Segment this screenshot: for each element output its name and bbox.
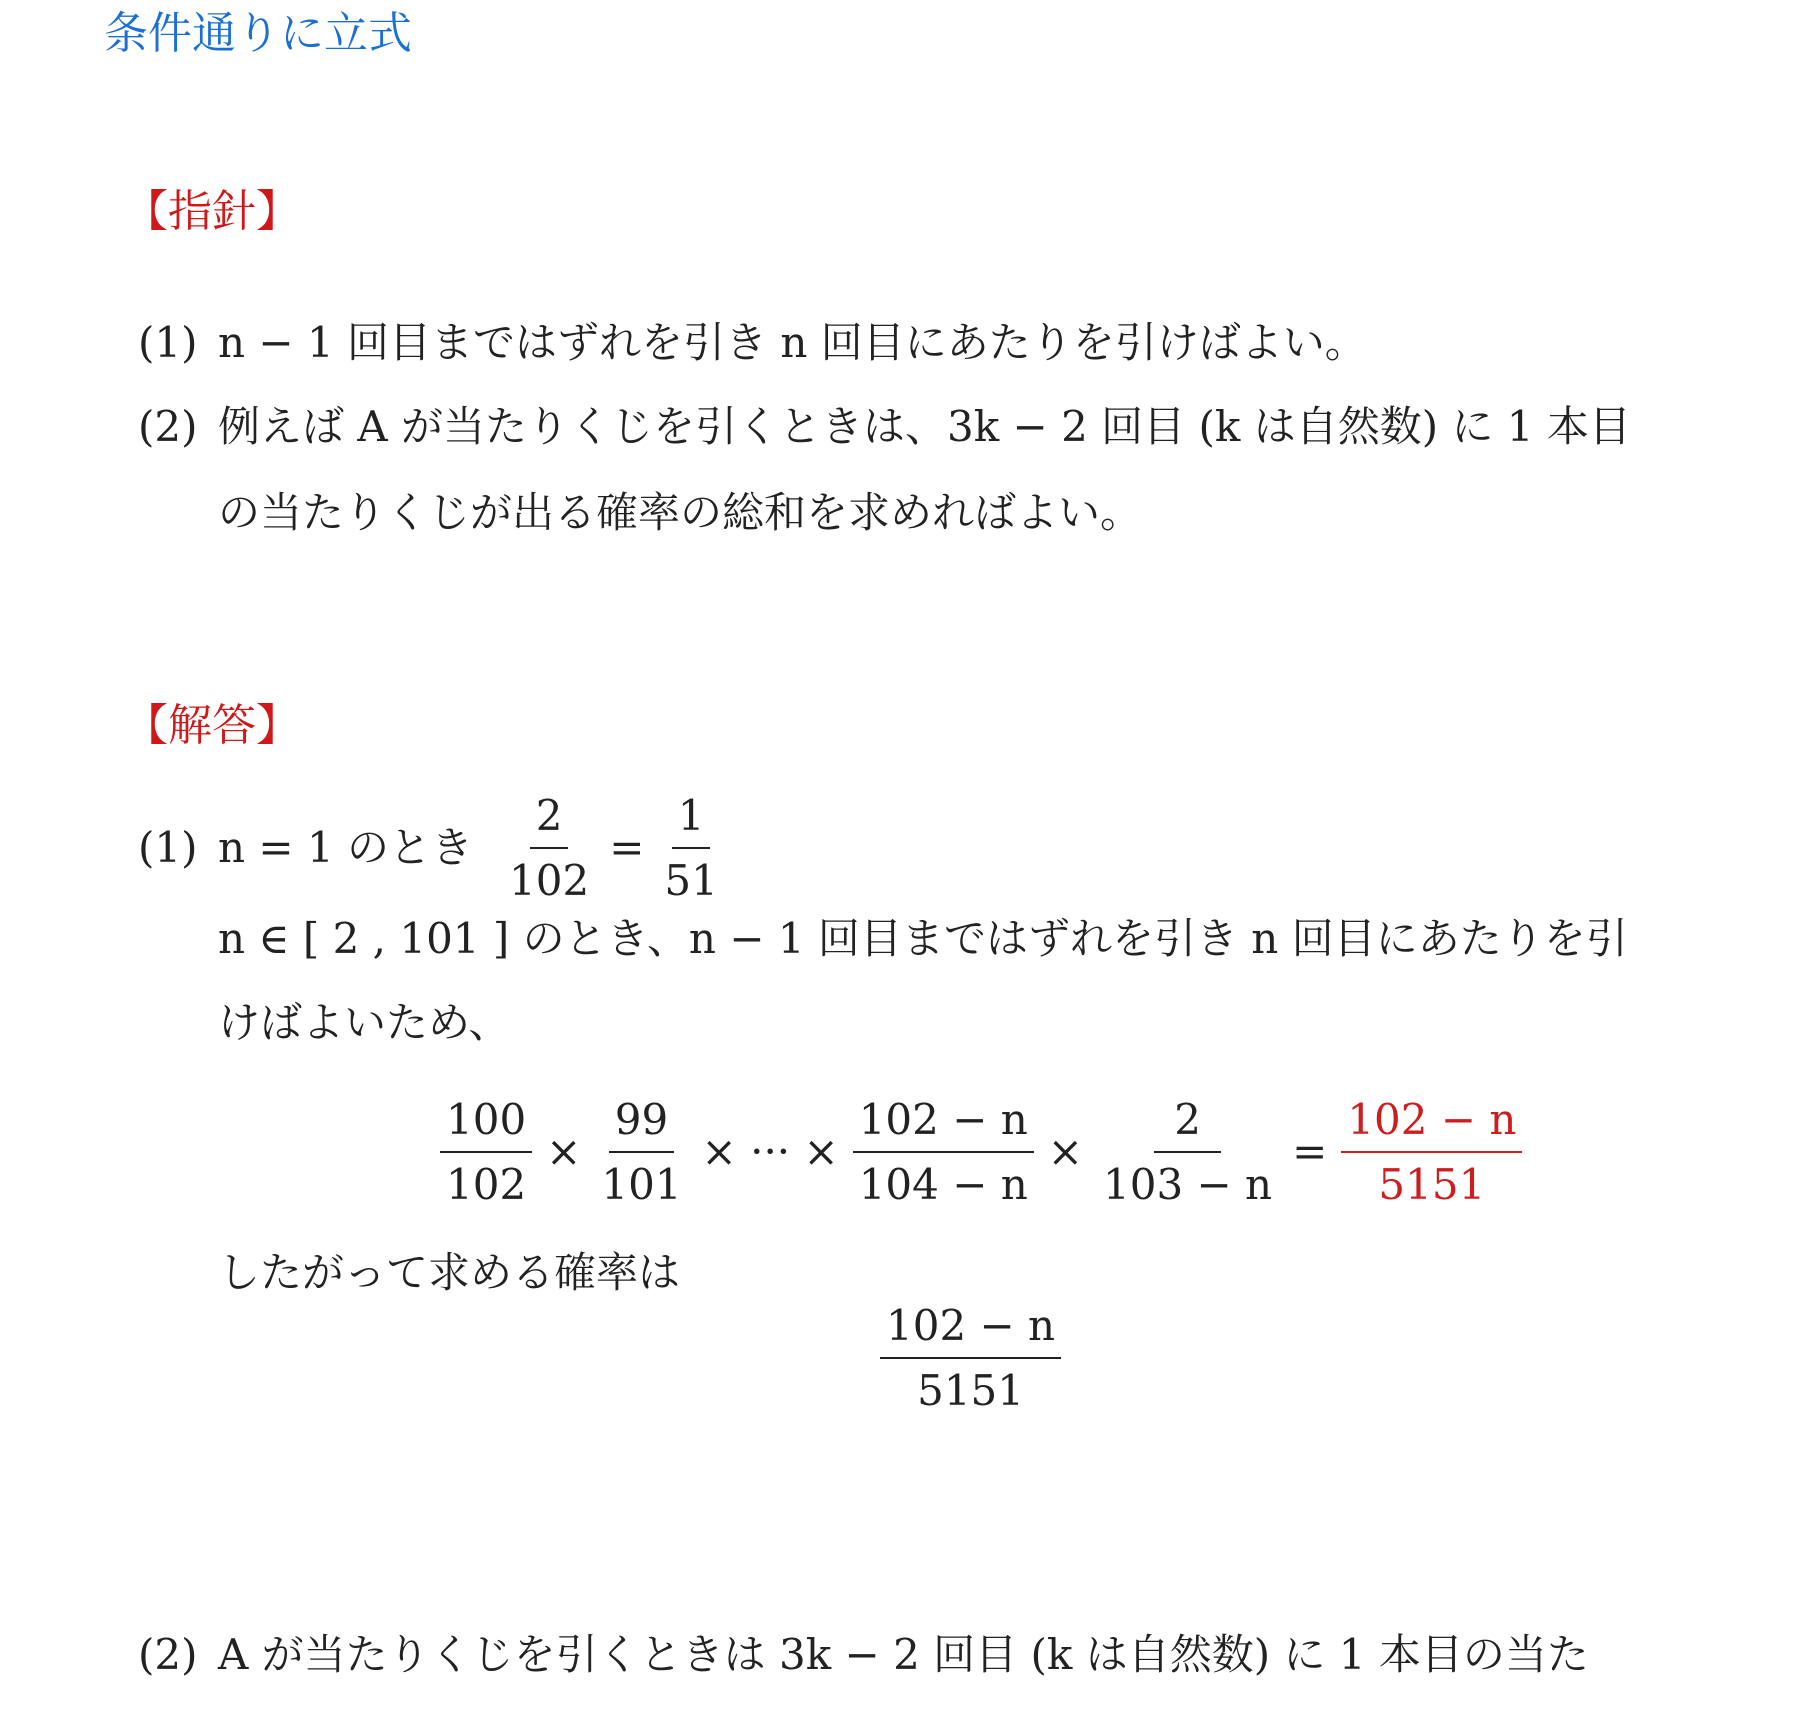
item-number: (1)	[138, 318, 198, 367]
product-equation	[440, 1094, 1522, 1211]
hint-item-2	[138, 402, 1631, 452]
final-answer	[880, 1300, 1061, 1417]
fraction-term-2	[595, 1094, 687, 1211]
denominator: 104 − n	[858, 1159, 1028, 1209]
hint-heading: 【指針】	[124, 186, 300, 237]
equals-sign: =	[609, 823, 645, 873]
item-text: n − 1 回目まではずれを引き n 回目にあたりを引けばよい。	[218, 318, 1367, 367]
item-number: (2)	[138, 1630, 198, 1679]
numerator: 2	[530, 790, 569, 849]
fraction-result-highlighted	[1341, 1094, 1522, 1211]
answer-1-first-line	[138, 790, 724, 907]
answer-1-line-3: けばよいため、	[218, 998, 511, 1047]
answer-heading: 【解答】	[124, 700, 300, 751]
equals-sign: =	[1292, 1127, 1328, 1177]
item-text: A が当たりくじを引くときは 3k − 2 回目 (k は自然数) に 1 本目の当た	[218, 1630, 1589, 1679]
times-sign: ×	[546, 1127, 582, 1177]
fraction-case-n1	[503, 790, 595, 907]
denominator: 101	[601, 1159, 682, 1209]
page-title: 条件通りに立式	[104, 8, 412, 59]
numerator: 102 − n	[1341, 1094, 1522, 1153]
numerator: 1	[672, 790, 711, 849]
item-number: (1)	[138, 823, 198, 873]
numerator: 102 − n	[853, 1094, 1034, 1153]
answer-1-line-2: n ∈ [ 2 , 101 ] のとき、n − 1 回目まではずれを引き n 回目にあたりを引	[218, 914, 1628, 963]
numerator: 99	[609, 1094, 674, 1153]
fraction-final	[880, 1300, 1061, 1417]
denominator: 51	[664, 855, 718, 905]
case-lead: n = 1 のとき	[218, 823, 474, 873]
times-sign: ×	[1047, 1127, 1083, 1177]
fraction-term-n	[853, 1094, 1034, 1211]
denominator: 102	[446, 1159, 527, 1209]
denominator: 5151	[1378, 1159, 1486, 1209]
denominator: 5151	[917, 1365, 1024, 1415]
fraction-term-win	[1097, 1094, 1278, 1211]
denominator: 103 − n	[1103, 1159, 1273, 1209]
conclusion-text: したがって求める確率は	[218, 1248, 681, 1297]
numerator: 102 − n	[880, 1300, 1061, 1359]
ellipsis-product: × ··· ×	[701, 1127, 839, 1177]
answer-item-2	[138, 1630, 1589, 1680]
fraction-term-1	[440, 1094, 532, 1211]
fraction-result-n1	[658, 790, 723, 907]
numerator: 100	[440, 1094, 532, 1153]
item-text: 例えば A が当たりくじを引くときは、3k − 2 回目 (k は自然数) に 1 本目	[218, 402, 1631, 451]
item-number: (2)	[138, 402, 198, 451]
denominator: 102	[509, 855, 590, 905]
numerator: 2	[1154, 1094, 1221, 1153]
hint-item-2-cont: の当たりくじが出る確率の総和を求めればよい。	[218, 488, 1143, 537]
hint-item-1	[138, 318, 1367, 368]
